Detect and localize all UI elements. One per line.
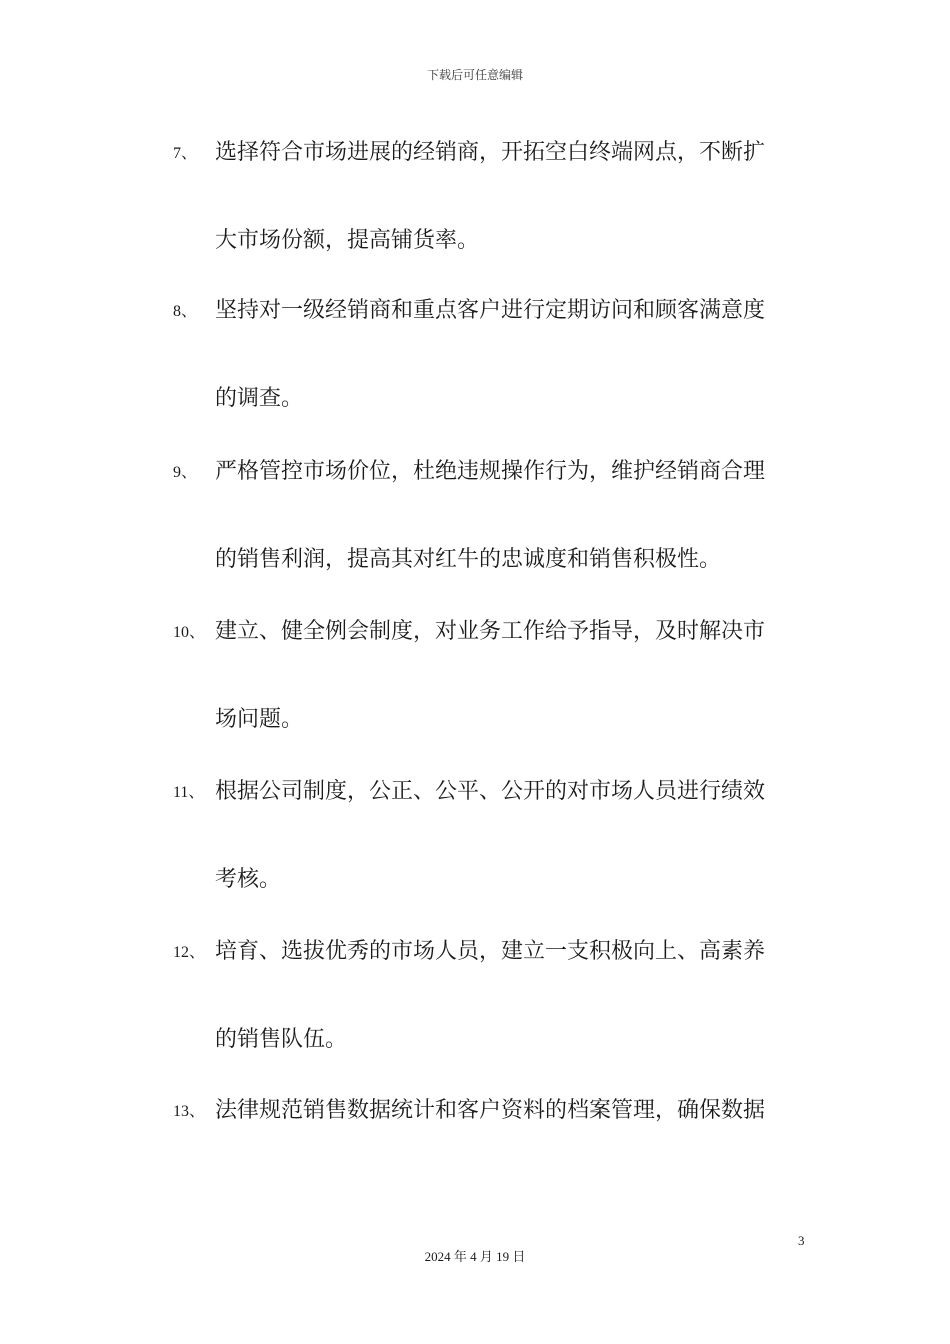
item-text-line2: 场问题。 [215, 707, 304, 732]
item-number: 11、 [173, 784, 205, 801]
item-text-line1: 坚持对一级经销商和重点客户进行定期访问和顾客满意度 [215, 298, 766, 323]
item-text-line2: 考核。 [215, 867, 282, 892]
item-text-line1: 选择符合市场进展的经销商，开拓空白终端网点，不断扩 [215, 140, 766, 165]
item-number: 10、 [173, 624, 206, 641]
item-text-line2: 大市场份额，提高铺货率。 [215, 228, 480, 253]
item-number: 13、 [173, 1103, 206, 1120]
item-text-line1: 严格管控市场价位，杜绝违规操作行为，维护经销商合理 [215, 459, 766, 484]
item-text-line2: 的调查。 [215, 386, 304, 411]
page-number: 3 [798, 1233, 805, 1248]
item-number: 9、 [173, 464, 198, 481]
item-text-line1: 根据公司制度，公正、公平、公开的对市场人员进行绩效 [215, 779, 766, 804]
item-number: 8、 [173, 303, 198, 320]
page-header: 下载后可任意编辑 [426, 68, 523, 82]
item-text-line1: 培育、选拔优秀的市场人员，建立一支积极向上、高素养 [215, 939, 766, 964]
footer-date: 2024 年 4 月 19 日 [424, 1249, 526, 1264]
item-text-line1: 建立、健全例会制度，对业务工作给予指导，及时解决市 [215, 619, 766, 644]
item-number: 12、 [173, 944, 206, 961]
item-number: 7、 [173, 145, 198, 162]
item-text-line2: 的销售利润，提高其对红牛的忠诚度和销售积极性。 [215, 547, 722, 572]
item-text-line2: 的销售队伍。 [215, 1027, 348, 1052]
item-text-line1: 法律规范销售数据统计和客户资料的档案管理，确保数据 [215, 1098, 766, 1123]
